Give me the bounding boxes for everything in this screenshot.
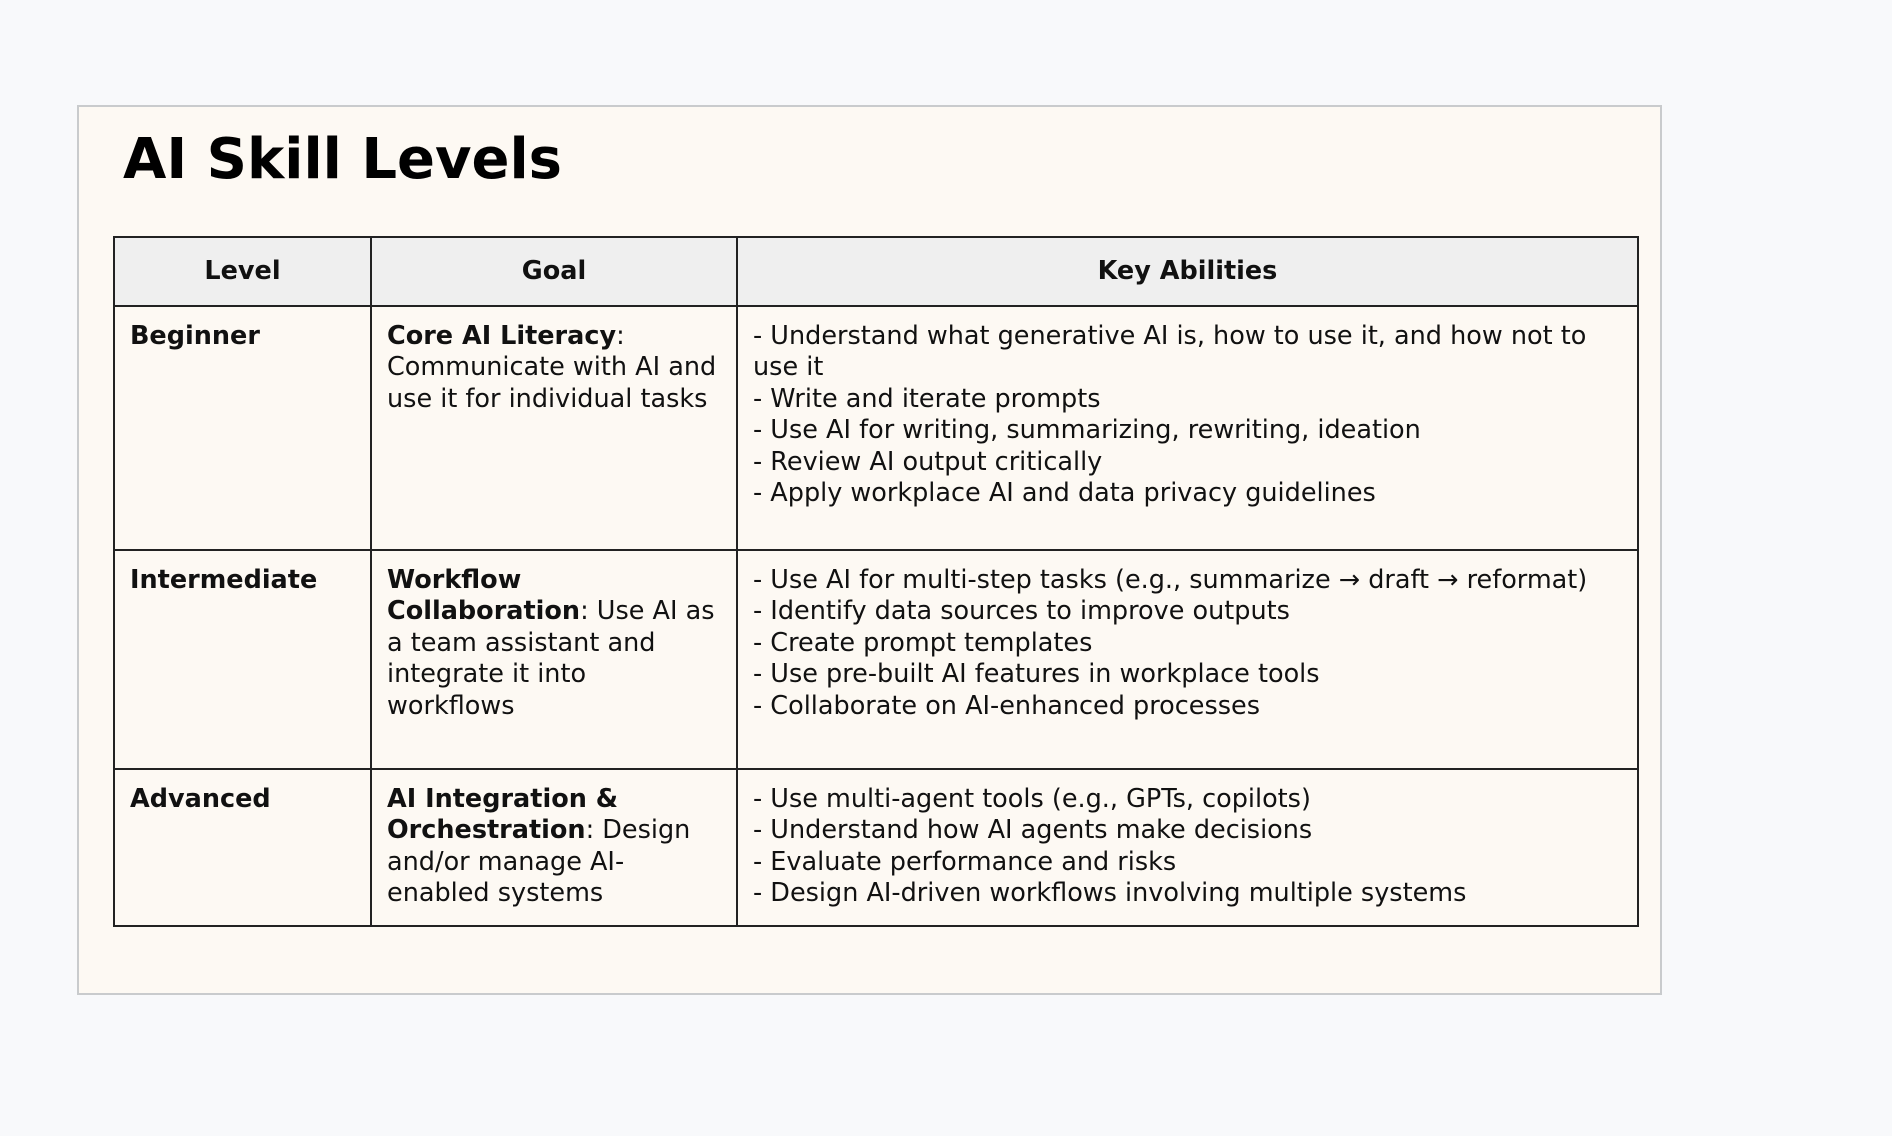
skill-levels-card (77, 105, 1662, 995)
ability-item: - Review AI output critically (753, 446, 1103, 477)
table-header-row (114, 237, 1638, 306)
ability-item: - Use pre-built AI features in workplace tools (753, 659, 1320, 690)
goal-cell (371, 550, 737, 769)
ability-item: - Create prompt templates (753, 627, 1093, 658)
goal-text: : Communicate with AI and use it for individual tasks (387, 321, 717, 414)
goal-text: : Design and/or manage AI-enabled systems (387, 815, 691, 909)
abilities-cell (737, 769, 1638, 926)
abilities-cell (737, 306, 1638, 550)
ability-item: - Write and iterate prompts (753, 383, 1101, 414)
goal-title: Workflow Collaboration (387, 565, 581, 627)
table-row (114, 306, 1638, 550)
ability-item: - Understand what generative AI is, how to use it, and how not to use it (753, 321, 1587, 383)
ability-item: - Understand how AI agents make decisions (753, 815, 1313, 846)
ability-item: - Design AI-driven workflows involving multiple systems (753, 878, 1467, 909)
goal-cell (371, 306, 737, 550)
level-cell (114, 769, 371, 926)
page-title: AI Skill Levels (123, 127, 563, 192)
table-row (114, 769, 1638, 926)
header-key-abilities: Key Abilities (737, 237, 1638, 306)
ability-item: - Evaluate performance and risks (753, 846, 1177, 877)
level-name: Intermediate (130, 565, 318, 595)
table-row (114, 550, 1638, 769)
goal-title: Core AI Literacy (387, 321, 617, 351)
level-cell (114, 306, 371, 550)
ability-item: - Identify data sources to improve outputs (753, 596, 1290, 627)
ability-item: - Use AI for writing, summarizing, rewriting, ideation (753, 415, 1421, 446)
abilities-cell (737, 550, 1638, 769)
header-goal: Goal (371, 237, 737, 306)
ability-item: - Use multi-agent tools (e.g., GPTs, copilots) (753, 784, 1311, 814)
goal-text: : Use AI as a team assistant and integrate it into workflows (387, 596, 715, 721)
level-name: Advanced (130, 784, 271, 814)
goal-title: AI Integration & Orchestration (387, 784, 618, 846)
level-cell (114, 550, 371, 769)
ability-item: - Apply workplace AI and data privacy guidelines (753, 478, 1376, 509)
goal-cell (371, 769, 737, 926)
ability-item: - Collaborate on AI-enhanced processes (753, 690, 1260, 721)
skill-levels-table (113, 236, 1639, 927)
ability-item: - Use AI for multi-step tasks (e.g., summarize → draft → reformat) (753, 565, 1588, 595)
header-level: Level (114, 237, 371, 306)
level-name: Beginner (130, 321, 260, 351)
